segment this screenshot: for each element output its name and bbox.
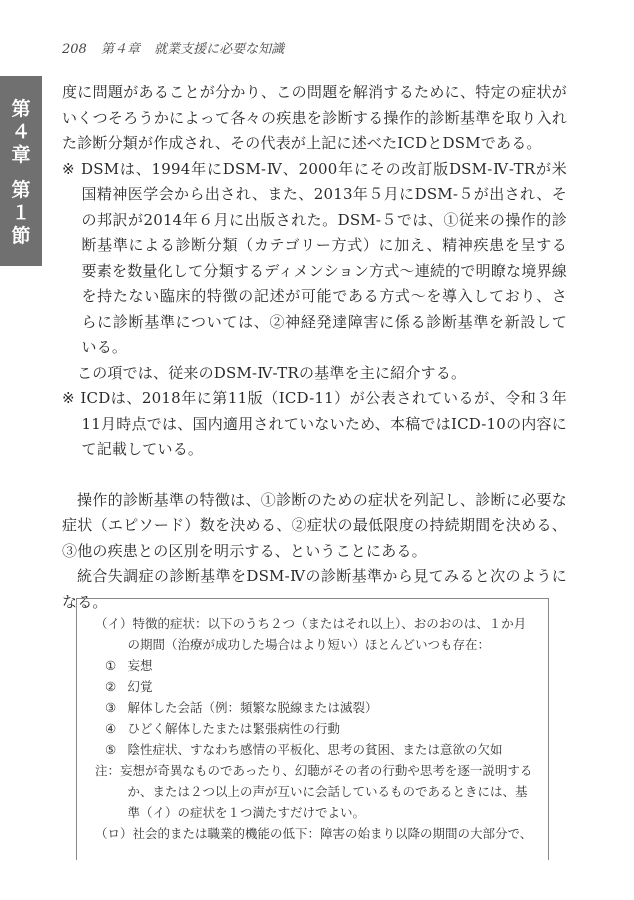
chapter-label: 第４章 [100,42,140,57]
criterion-item [95,655,534,676]
chapter-title: 就業支援に必要な知識 [154,42,285,57]
criterion-item [95,718,534,739]
criterion-note: 注：妄想が奇異なものであったり、幻聴がその者の行動や思考を逐一説明するか、または２つ以上の声が互いに会話しているものであるときには、基準（イ）の症状を１つ満たすだけでよい。 [95,763,533,820]
chapter-section-tab [0,76,42,266]
main-body [62,80,567,615]
note-dsm-scope: この項では、従来のDSM-Ⅳ-TRの基準を主に紹介する。 [77,363,467,382]
note-dsm: ※ DSMは、1994年にDSM-Ⅳ、2000年にその改訂版DSM-Ⅳ-TRが米国精神医学会から出され、また、2013年５月にDSM-５が出され、その邦訳が2014年６月に出版された。DSM-５では、①従来の操作的診断基準による診断分類（カテゴリー方式）に加え、精神疾患を呈する要素を数量化して分類するディメンション方式～連続的で明瞭な境界線を持たない臨床的特徴の記述が可能である方式～を導入しており、さらに診断基準については、②神経発達障害に係る診断基準を新設している。 [62,159,567,356]
tab-char: ４ [11,121,31,143]
criterion-item [95,739,534,760]
item-text: 陰性症状、すなわち感情の平板化、思考の貧困、または意欲の欠如 [127,742,503,757]
note-icd: ※ ICDは、2018年に第11版（ICD-11）が公表されているが、令和３年11月時点では、国内適用されていないため、本稿ではICD-10の内容にて記載している。 [62,389,567,458]
tab-char: １ [11,202,31,224]
paragraph-schizophrenia-intro: 統合失調症の診断基準をDSM-Ⅳの診断基準から見てみると次のようになる。 [62,567,567,611]
item-number: ④ [105,721,117,736]
item-number: ③ [105,700,117,715]
tab-char: 章 [11,144,31,166]
item-text: 幻覚 [127,679,153,694]
item-text: 解体した会話（例：頻繁な脱線または滅裂） [127,700,378,715]
item-number: ⑤ [105,742,117,757]
criterion-b: （ロ）社会的または職業的機能の低下：障害の始まり以降の期間の大部分で、 [95,826,533,841]
paragraph-criteria-features: 操作的診断基準の特徴は、①診断のための症状を列記し、診断に必要な症状（エピソード）数を決める、②症状の最低限度の持続期間を決める、③他の疾患との区別を明示する、ということにある。 [62,490,567,560]
item-number: ① [105,658,117,673]
criterion-item [95,676,534,697]
tab-char: 第 [11,179,31,201]
paragraph-continuation: 度に問題があることが分かり、この問題を解消するために、特定の症状がいくつそろうかによって各々の疾患を診断する操作的診断基準を取り入れた診断分類が作成され、その代表が上記に述べたICDとDSMである。 [62,83,567,152]
page-number: 208 [62,42,87,57]
criterion-a: （イ）特徴的症状：以下のうち２つ（またはそれ以上）、おのおのは、１か月の期間（治療が成功した場合はより短い）ほとんどいつも存在： [95,616,527,652]
item-number: ② [105,679,117,694]
criterion-item [95,697,534,718]
running-header [62,38,294,57]
tab-char: 節 [11,225,31,247]
tab-char: 第 [11,98,31,120]
item-text: 妄想 [127,658,153,673]
item-text: ひどく解体したまたは緊張病性の行動 [127,721,341,736]
diagnostic-criteria-box [76,598,549,860]
